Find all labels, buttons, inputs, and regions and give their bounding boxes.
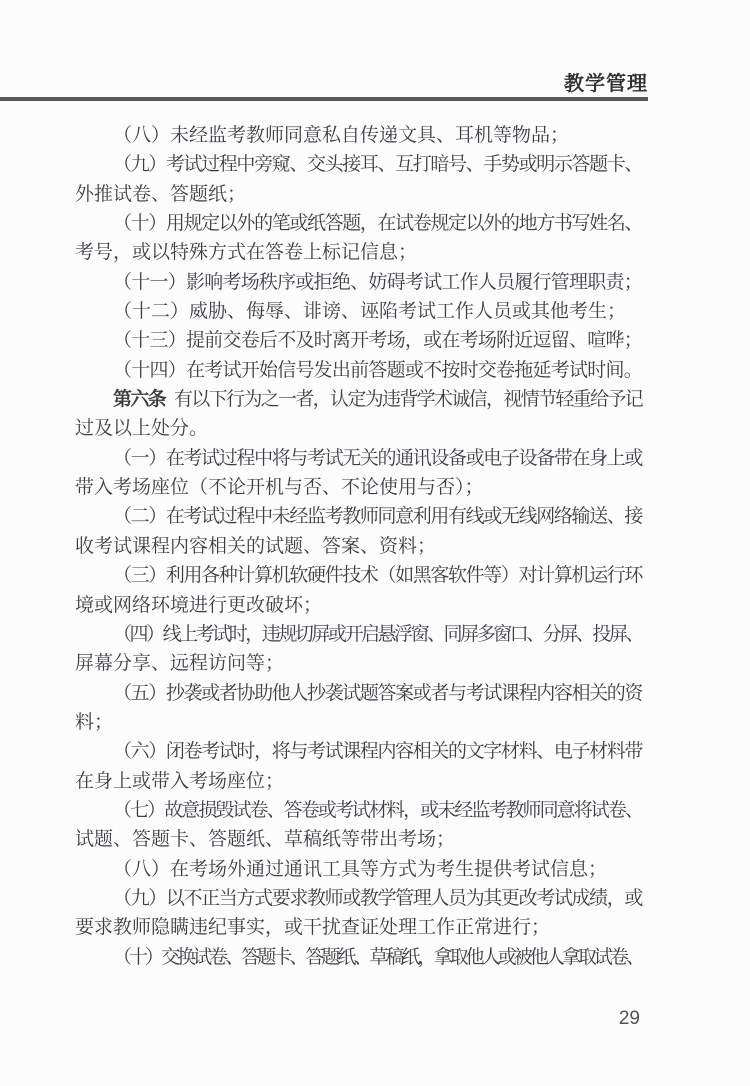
paragraph-line-text: （六）闭卷考试时，将与考试课程内容相关的文字材料、电子材料带 (113, 741, 643, 763)
paragraph-line-text: （八）在考场外通过通讯工具等方式为考生提供考试信息； (113, 858, 608, 880)
paragraph-line-text: （八）未经监考教师同意私自传递文具、耳机等物品； (113, 125, 570, 146)
paragraph-line-text: 境或网络环境进行更改破坏； (75, 594, 323, 616)
paragraph-line (75, 943, 642, 972)
paragraph-line (75, 209, 642, 238)
paragraph-line-text: 屏幕分享、远程访问等； (75, 653, 285, 675)
article-number-lead: 第六条 (113, 389, 166, 411)
paragraph-line-text: （十一）影响考场秩序或拒绝、妨碍考试工作人员履行管理职责； (113, 271, 643, 293)
paragraph-line (75, 268, 642, 297)
paragraph-line (75, 737, 642, 766)
paragraph-line (75, 414, 642, 443)
paragraph-line-text: （十）交换试卷、答题卡、答题纸、草稿纸，拿取他人或被他人拿取试卷、 (113, 946, 643, 968)
paragraph-line (75, 532, 642, 561)
paragraph-line (75, 356, 642, 385)
paragraph-line-text: （十）用规定以外的笔或纸答题，在试卷规定以外的地方书写姓名、 (113, 213, 643, 235)
paragraph-line (75, 121, 642, 150)
paragraph-line (75, 385, 642, 414)
paragraph-line (75, 796, 642, 825)
paragraph-line (75, 180, 642, 209)
paragraph-line-text: （十三）提前交卷后不及时离开考场，或在考场附近逗留、喧哗； (113, 330, 643, 352)
header-divider-rule (0, 97, 648, 101)
paragraph-line-text: （一）在考试过程中将与考试无关的通讯设备或电子设备带在身上或 (113, 447, 643, 469)
paragraph-line (75, 444, 642, 473)
paragraph-line (75, 502, 642, 531)
paragraph-line-text: 试题、答题卡、答题纸、草稿纸等带出考场； (75, 829, 456, 851)
paragraph-line (75, 884, 642, 913)
paragraph-line (75, 326, 642, 355)
paragraph-line-text: （十二）威胁、侮辱、诽谤、诬陷考试工作人员或其他考生； (113, 301, 627, 323)
paragraph-line-text: （七）故意损毁试卷、答卷或考试材料，或未经监考教师同意将试卷、 (113, 799, 643, 821)
paragraph-line (75, 238, 642, 267)
paragraph-line-text: 带入考场座位（不论开机与否、不论使用与否）； (75, 477, 484, 499)
page-number: 29 (618, 1008, 640, 1029)
page-header-title: 教学管理 (564, 73, 648, 95)
paragraph-line-text: （二）在考试过程中未经监考教师同意利用有线或无线网络输送、接 (113, 506, 643, 528)
paragraph-line-text: （十四）在考试开始信号发出前答题或不按时交卷拖延考试时间。 (113, 359, 643, 381)
paragraph-line-text: （九）以不正当方式要求教师或教学管理人员为其更改考试成绩，或 (113, 887, 643, 909)
paragraph-line (75, 679, 642, 708)
paragraph-line-text: 外推试卷、答题纸； (75, 183, 247, 205)
paragraph-line-text: 在身上或带入考场座位； (75, 770, 285, 792)
paragraph-line (75, 297, 642, 326)
paragraph-line (75, 708, 642, 737)
paragraph-line (75, 825, 642, 854)
paragraph-line-text: （九）考试过程中旁窥、交头接耳、互打暗号、手势或明示答题卡、 (113, 154, 643, 176)
paragraph-line-text: （五）抄袭或者协助他人抄袭试题答案或者与考试课程内容相关的资 (113, 682, 643, 704)
paragraph-line (75, 561, 642, 590)
paragraph-line-text: 有以下行为之一者，认定为违背学术诚信，视情节轻重给予记 (174, 389, 643, 411)
paragraph-line (75, 767, 642, 796)
paragraph-line (75, 649, 642, 678)
paragraph-line-text: 料； (75, 711, 114, 733)
document-body (75, 121, 642, 972)
paragraph-line (75, 150, 642, 179)
paragraph-line (75, 913, 642, 942)
paragraph-line-text: 过及以上处分。 (75, 418, 209, 440)
paragraph-line-text: （四）线上考试时，违规切屏或开启悬浮窗、同屏多窗口、分屏、投屏、 (113, 623, 643, 645)
paragraph-line (75, 473, 642, 502)
paragraph-line (75, 855, 642, 884)
paragraph-line-text: 收考试课程内容相关的试题、答案、资料； (75, 535, 437, 557)
paragraph-line (75, 620, 642, 649)
paragraph-line-text: 考号，或以特殊方式在答卷上标记信息； (75, 242, 418, 264)
paragraph-line (75, 591, 642, 620)
paragraph-line-text: （三）利用各种计算机软硬件技术（如黑客软件等）对计算机运行环 (113, 565, 643, 587)
paragraph-line-text: 要求教师隐瞒违纪事实，或干扰查证处理工作正常进行； (75, 917, 551, 939)
